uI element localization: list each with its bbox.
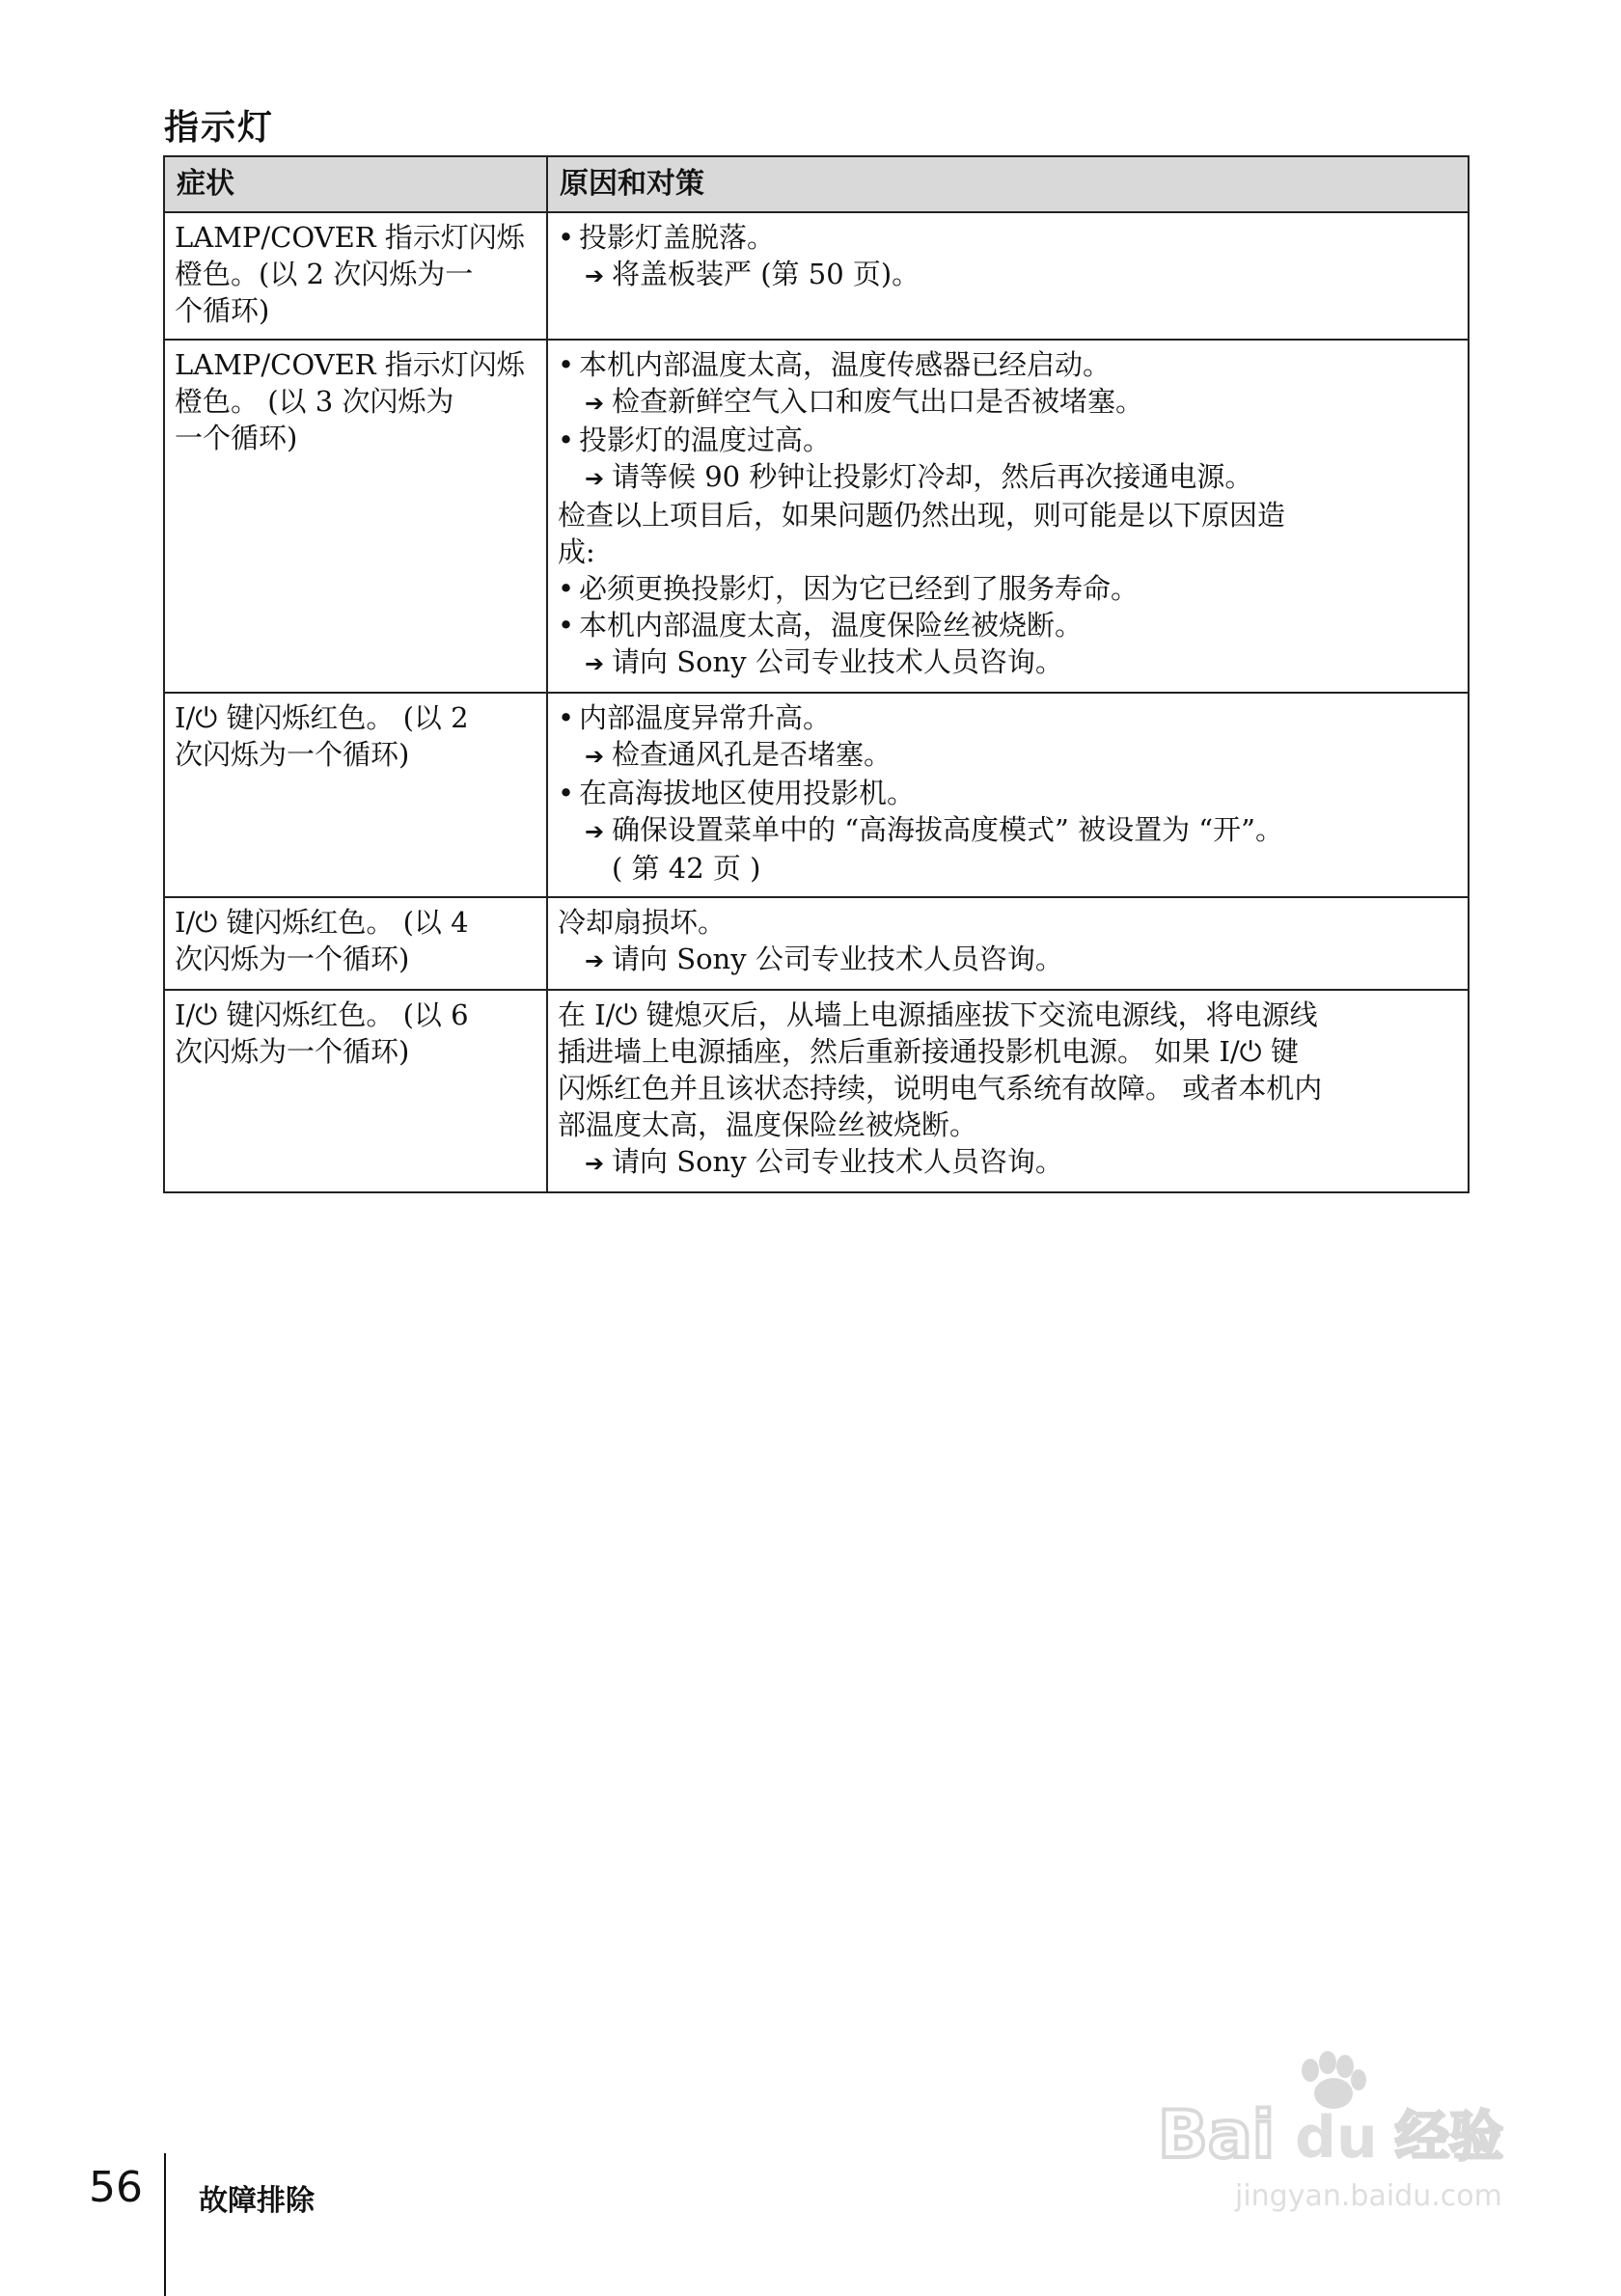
watermark-url: jingyan.baidu.com xyxy=(1235,2179,1502,2213)
remedy-line xyxy=(558,643,1458,682)
cause-paragraph-line xyxy=(558,997,1458,1033)
symptom-cell xyxy=(164,897,547,990)
cause-cell xyxy=(547,340,1469,693)
symptom-cell xyxy=(164,212,547,340)
cause-bullet-item xyxy=(558,607,1458,643)
cause-text: 本机内部温度太高，温度传感器已经启动。 xyxy=(579,348,1112,381)
cause-cell xyxy=(547,693,1469,897)
symptom-line: I/⏻ 键闪烁红色。 (以 6 xyxy=(175,998,469,1031)
remedy-text: 将盖板装严 (第 50 页)。 xyxy=(612,258,920,290)
cause-text: 必须更换投影灯，因为它已经到了服务寿命。 xyxy=(579,572,1140,605)
symptom-line: I/⏻ 键闪烁红色。 (以 2 xyxy=(175,701,469,734)
footer-divider xyxy=(164,2153,166,2296)
symptom-line: 一个循环) xyxy=(175,422,298,454)
remedy-line xyxy=(558,458,1458,497)
cause-text: 部温度太高，温度保险丝被烧断。 xyxy=(558,1108,978,1141)
symptom-line: I/⏻ 键闪烁红色。 (以 4 xyxy=(175,906,469,939)
cause-bullet-item xyxy=(558,346,1458,383)
symptom-line: 个循环) xyxy=(175,294,270,327)
remedy-text: 请等候 90 秒钟让投影灯冷却，然后再次接通电源。 xyxy=(612,460,1253,493)
cause-cell xyxy=(547,212,1469,340)
symptom-line: 橙色。 (以 3 次闪烁为 xyxy=(175,385,454,418)
cause-bullet-item xyxy=(558,570,1458,607)
arrow-right-icon: ➔ xyxy=(585,650,605,677)
remedy-line xyxy=(558,736,1458,775)
troubleshooting-table xyxy=(163,155,1470,1193)
baidu-jingyan-watermark xyxy=(1148,2043,1553,2217)
remedy-text: 检查新鲜空气入口和废气出口是否被堵塞。 xyxy=(612,385,1144,418)
arrow-right-icon: ➔ xyxy=(585,262,605,289)
cause-bullet-item xyxy=(558,699,1458,736)
remedy-text: ( 第 42 页 ) xyxy=(612,852,761,885)
table-row xyxy=(164,990,1469,1192)
cause-text: 在 I/⏻ 键熄灭后，从墙上电源插座拔下交流电源线，将电源线 xyxy=(558,998,1318,1031)
cause-bullet-item xyxy=(558,775,1458,811)
remedy-text: 请向 Sony 公司专业技术人员咨询。 xyxy=(612,645,1063,678)
footer-section-title: 故障排除 xyxy=(199,2184,315,2218)
symptom-cell xyxy=(164,990,547,1192)
arrow-right-icon: ➔ xyxy=(585,818,605,845)
table-row xyxy=(164,693,1469,897)
remedy-line xyxy=(558,256,1458,294)
table-row xyxy=(164,897,1469,990)
symptom-line: 次闪烁为一个循环) xyxy=(175,943,410,975)
cause-bullet-item xyxy=(558,422,1458,458)
cause-paragraph-line xyxy=(558,1033,1458,1070)
symptom-cell xyxy=(164,340,547,693)
arrow-right-icon: ➔ xyxy=(585,465,605,492)
cause-paragraph-line xyxy=(558,904,1458,941)
cause-text: 冷却扇损坏。 xyxy=(558,906,727,939)
header-cause: 原因和对策 xyxy=(547,156,1469,212)
cause-paragraph-line xyxy=(558,1107,1458,1143)
cause-paragraph-line xyxy=(558,1070,1458,1107)
cause-text: 投影灯的温度过高。 xyxy=(579,424,832,456)
cause-text: 检查以上项目后，如果问题仍然出现，则可能是以下原因造 xyxy=(558,499,1286,532)
symptom-line: 橙色。(以 2 次闪烁为一 xyxy=(175,258,474,290)
svg-text:经验: 经验 xyxy=(1395,2106,1503,2169)
remedy-text: 请向 Sony 公司专业技术人员咨询。 xyxy=(612,1145,1063,1178)
cause-text: 内部温度异常升高。 xyxy=(579,701,832,734)
arrow-right-icon: ➔ xyxy=(585,390,605,417)
svg-text:Bai: Bai xyxy=(1158,2097,1276,2173)
symptom-line: LAMP/COVER 指示灯闪烁 xyxy=(175,348,525,381)
table-row xyxy=(164,340,1469,693)
remedy-line xyxy=(558,941,1458,979)
arrow-right-icon: ➔ xyxy=(585,1150,605,1177)
cause-text: 成: xyxy=(558,535,595,568)
remedy-line xyxy=(558,383,1458,422)
cause-paragraph-line xyxy=(558,533,1458,570)
symptom-line: 次闪烁为一个循环) xyxy=(175,738,410,771)
table-header-row xyxy=(164,156,1469,212)
header-symptom: 症状 xyxy=(164,156,547,212)
symptom-cell xyxy=(164,693,547,897)
remedy-text: 确保设置菜单中的 “高海拔高度模式” 被设置为 “开”。 xyxy=(612,813,1283,846)
remedy-text: 请向 Sony 公司专业技术人员咨询。 xyxy=(612,943,1063,975)
page-number: 56 xyxy=(89,2163,143,2212)
cause-paragraph-line xyxy=(558,497,1458,533)
arrow-right-icon: ➔ xyxy=(585,947,605,974)
symptom-line: 次闪烁为一个循环) xyxy=(175,1035,410,1068)
cause-cell xyxy=(547,990,1469,1192)
cause-bullet-item xyxy=(558,219,1458,256)
table-row xyxy=(164,212,1469,340)
remedy-text: 检查通风孔是否堵塞。 xyxy=(612,738,893,771)
arrow-right-icon: ➔ xyxy=(585,743,605,770)
section-title: 指示灯 xyxy=(164,108,275,148)
remedy-line xyxy=(558,811,1458,850)
cause-text: 闪烁红色并且该状态持续，说明电气系统有故障。 或者本机内 xyxy=(558,1072,1323,1105)
cause-text: 本机内部温度太高，温度保险丝被烧断。 xyxy=(579,609,1084,642)
svg-text:du: du xyxy=(1295,2104,1378,2172)
cause-text: 插进墙上电源插座，然后重新接通投影机电源。 如果 I/⏻ 键 xyxy=(558,1035,1299,1068)
cause-text: 在高海拔地区使用投影机。 xyxy=(579,777,916,809)
symptom-line: LAMP/COVER 指示灯闪烁 xyxy=(175,221,525,254)
remedy-continuation xyxy=(558,850,1458,887)
cause-cell xyxy=(547,897,1469,990)
remedy-line xyxy=(558,1143,1458,1182)
cause-text: 投影灯盖脱落。 xyxy=(579,221,776,254)
